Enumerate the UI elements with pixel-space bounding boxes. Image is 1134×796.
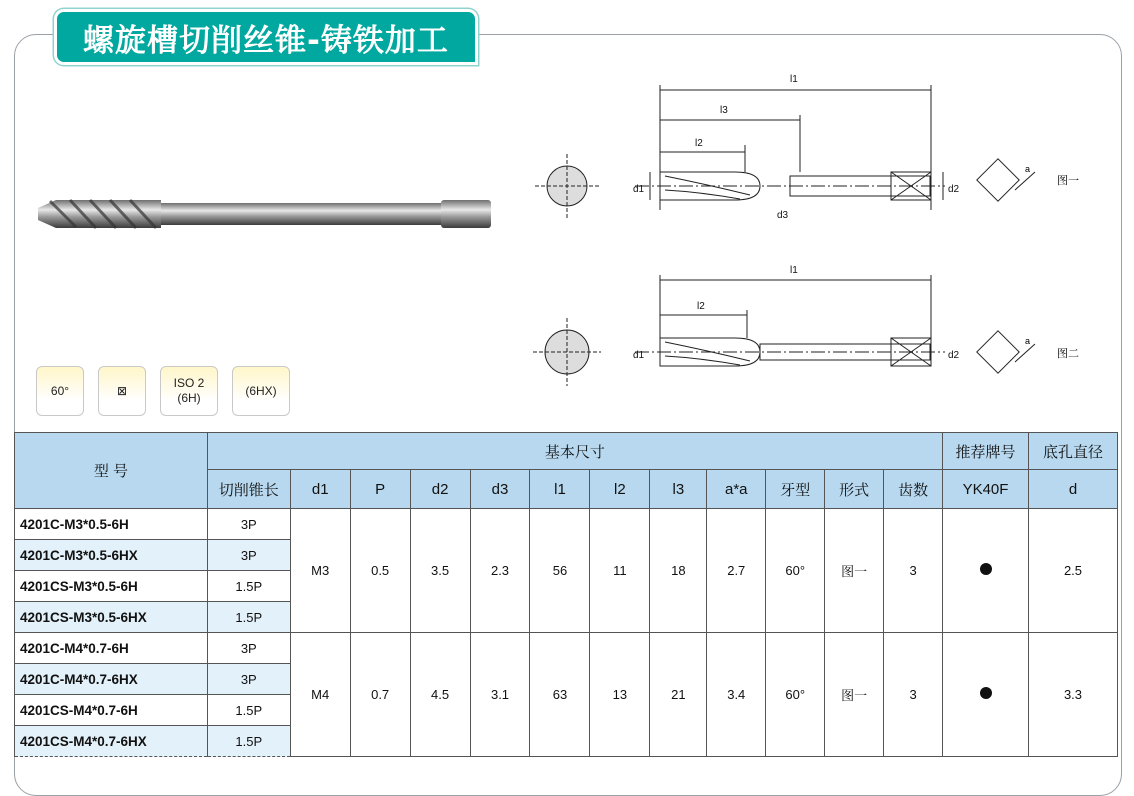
chamfer-length-cell: 3P xyxy=(207,540,290,571)
column-header: 齿数 xyxy=(884,470,943,509)
column-header: 形式 xyxy=(825,470,884,509)
dim-cell-d3: 2.3 xyxy=(470,509,530,633)
dim-d3: d3 xyxy=(777,210,789,221)
column-header: YK40F xyxy=(943,470,1029,509)
square-shank-icon: ⊠ xyxy=(98,366,146,416)
chamfer-length-cell: 1.5P xyxy=(207,571,290,602)
dim-a-fig1: a xyxy=(1025,164,1031,174)
dim-cell-d2: 3.5 xyxy=(410,509,470,633)
end-view-fig2 xyxy=(533,318,601,386)
dim-cell-l1: 56 xyxy=(530,509,590,633)
dim-l1-fig2: l1 xyxy=(790,265,798,276)
dim-d2-fig1: d2 xyxy=(948,184,960,195)
dim-cell-aa: 3.4 xyxy=(707,633,766,757)
column-header: P xyxy=(350,470,410,509)
column-header: d2 xyxy=(410,470,470,509)
side-view-fig2 xyxy=(635,275,945,366)
dim-l3: l3 xyxy=(720,105,728,116)
dim-cell-teeth: 3 xyxy=(884,633,943,757)
iso-tolerance-icon: ISO 2 (6H) xyxy=(160,366,218,416)
hx-tolerance-icon: (6HX) xyxy=(232,366,290,416)
dim-cell-teeth: 3 xyxy=(884,509,943,633)
chamfer-length-cell: 3P xyxy=(207,633,290,664)
recommended-dot-icon xyxy=(980,563,992,575)
fig2-label: 图二 xyxy=(1057,348,1079,360)
dim-cell-l2: 11 xyxy=(590,509,650,633)
model-cell: 4201C-M4*0.7-6HX xyxy=(15,664,208,695)
hole-diameter-cell: 2.5 xyxy=(1028,509,1117,633)
dim-cell-form: 图一 xyxy=(825,633,884,757)
column-header: d1 xyxy=(290,470,350,509)
chamfer-length-cell: 1.5P xyxy=(207,602,290,633)
dim-d2-fig2: d2 xyxy=(948,350,960,361)
dim-cell-l2: 13 xyxy=(590,633,650,757)
column-header: d xyxy=(1028,470,1117,509)
table-row xyxy=(15,633,1118,664)
dim-cell-d1: M4 xyxy=(290,633,350,757)
dim-cell-l3: 21 xyxy=(650,633,707,757)
column-header: d3 xyxy=(470,470,530,509)
dim-cell-P: 0.7 xyxy=(350,633,410,757)
dim-l2-fig2: l2 xyxy=(697,301,705,312)
dim-cell-thread: 60° xyxy=(766,509,825,633)
fig1-label: 图一 xyxy=(1057,175,1079,187)
section-title-tab xyxy=(54,9,478,65)
header-brand: 推荐牌号 xyxy=(943,433,1029,470)
model-cell: 4201CS-M3*0.5-6H xyxy=(15,571,208,602)
dim-d1-fig1: d1 xyxy=(633,184,645,195)
dim-l2-fig1: l2 xyxy=(695,138,703,149)
column-header: l3 xyxy=(650,470,707,509)
dim-cell-d3: 3.1 xyxy=(470,633,530,757)
model-cell: 4201CS-M4*0.7-6HX xyxy=(15,726,208,757)
header-basic-dimensions: 基本尺寸 xyxy=(207,433,942,470)
dim-cell-form: 图一 xyxy=(825,509,884,633)
header-hole: 底孔直径 xyxy=(1028,433,1117,470)
dim-cell-d1: M3 xyxy=(290,509,350,633)
dim-a-fig2: a xyxy=(1025,336,1031,346)
chamfer-length-cell: 1.5P xyxy=(207,726,290,757)
chamfer-length-cell: 3P xyxy=(207,509,290,540)
table-row xyxy=(15,509,1118,540)
dim-d1-fig2: d1 xyxy=(633,350,645,361)
model-cell: 4201CS-M4*0.7-6H xyxy=(15,695,208,726)
recommended-grade-cell xyxy=(943,633,1029,757)
spec-icons xyxy=(36,366,290,416)
model-cell: 4201C-M3*0.5-6H xyxy=(15,509,208,540)
header-model: 型 号 xyxy=(15,433,208,509)
hole-diameter-cell: 3.3 xyxy=(1028,633,1117,757)
spec-table xyxy=(14,432,1118,757)
side-view-fig1 xyxy=(635,85,945,210)
recommended-dot-icon xyxy=(980,687,992,699)
chamfer-length-cell: 1.5P xyxy=(207,695,290,726)
technical-drawing xyxy=(525,60,1125,400)
model-cell: 4201C-M3*0.5-6HX xyxy=(15,540,208,571)
end-view-fig1 xyxy=(535,154,599,218)
dim-cell-thread: 60° xyxy=(766,633,825,757)
tap-photo xyxy=(36,190,496,238)
dim-cell-d2: 4.5 xyxy=(410,633,470,757)
column-header: l1 xyxy=(530,470,590,509)
dim-cell-P: 0.5 xyxy=(350,509,410,633)
recommended-grade-cell xyxy=(943,509,1029,633)
column-header: 切削锥长 xyxy=(207,470,290,509)
thread-angle-icon: 60° xyxy=(36,366,84,416)
column-header: l2 xyxy=(590,470,650,509)
dim-cell-l3: 18 xyxy=(650,509,707,633)
column-header: a*a xyxy=(707,470,766,509)
chamfer-length-cell: 3P xyxy=(207,664,290,695)
model-cell: 4201C-M4*0.7-6H xyxy=(15,633,208,664)
section-title: 螺旋槽切削丝锥-铸铁加工 xyxy=(83,22,449,59)
dim-cell-aa: 2.7 xyxy=(707,509,766,633)
dim-cell-l1: 63 xyxy=(530,633,590,757)
model-cell: 4201CS-M3*0.5-6HX xyxy=(15,602,208,633)
column-header: 牙型 xyxy=(766,470,825,509)
dim-l1-fig1: l1 xyxy=(790,74,798,85)
